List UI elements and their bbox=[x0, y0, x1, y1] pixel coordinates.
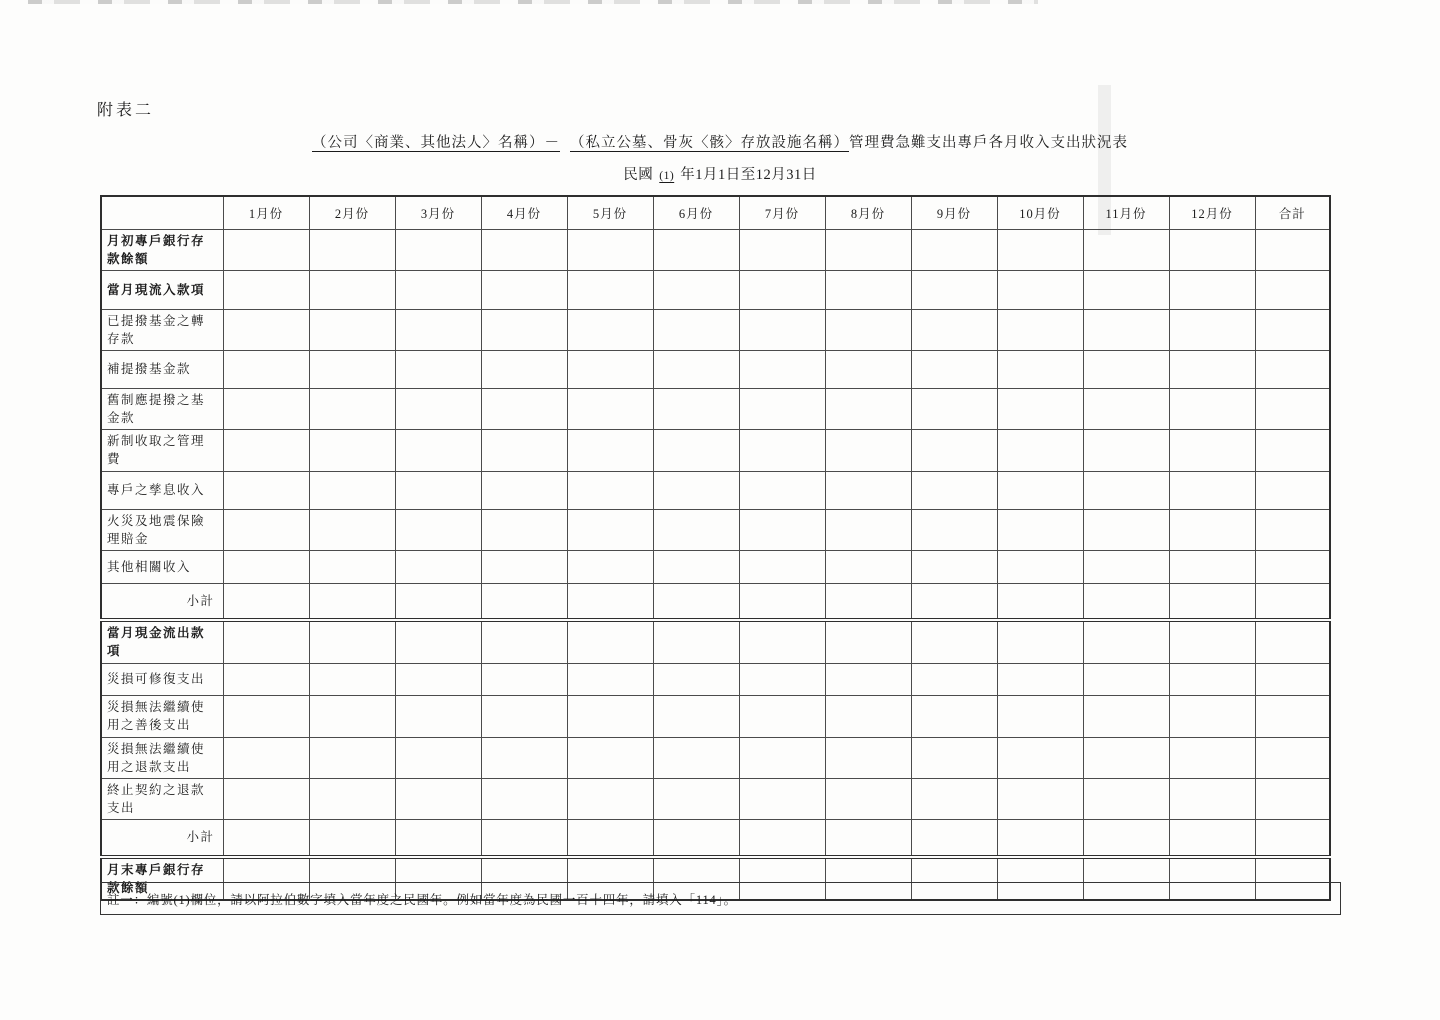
empty-value-cell bbox=[567, 270, 653, 309]
empty-value-cell bbox=[309, 778, 395, 819]
empty-value-cell bbox=[653, 620, 739, 663]
row-label: 舊制應提撥之基金款 bbox=[101, 389, 223, 430]
empty-value-cell bbox=[567, 620, 653, 663]
empty-value-cell bbox=[1255, 663, 1330, 695]
empty-value-cell bbox=[997, 471, 1083, 509]
empty-value-cell bbox=[1255, 389, 1330, 430]
empty-value-cell bbox=[1169, 430, 1255, 471]
empty-value-cell bbox=[1083, 229, 1169, 270]
empty-value-cell bbox=[395, 229, 481, 270]
empty-value-cell bbox=[481, 509, 567, 550]
table-row bbox=[101, 471, 1330, 509]
empty-value-cell bbox=[395, 351, 481, 389]
form-period-line bbox=[0, 163, 1440, 184]
empty-value-cell bbox=[739, 309, 825, 350]
empty-value-cell bbox=[825, 737, 911, 778]
empty-value-cell bbox=[739, 583, 825, 620]
empty-value-cell bbox=[1255, 309, 1330, 350]
empty-value-cell bbox=[739, 509, 825, 550]
row-label: 新制收取之管理費 bbox=[101, 430, 223, 471]
empty-value-cell bbox=[223, 620, 309, 663]
column-header: 合計 bbox=[1255, 196, 1330, 229]
empty-value-cell bbox=[395, 583, 481, 620]
empty-value-cell bbox=[223, 663, 309, 695]
empty-value-cell bbox=[911, 820, 997, 857]
form-title-company-blank: （公司〈商業、其他法人〉名稱）－ bbox=[312, 135, 560, 151]
empty-value-cell bbox=[395, 389, 481, 430]
empty-value-cell bbox=[825, 229, 911, 270]
column-header: 11月份 bbox=[1083, 196, 1169, 229]
empty-value-cell bbox=[395, 778, 481, 819]
column-header: 8月份 bbox=[825, 196, 911, 229]
empty-value-cell bbox=[1083, 695, 1169, 737]
empty-value-cell bbox=[653, 663, 739, 695]
empty-value-cell bbox=[567, 229, 653, 270]
table-row bbox=[101, 270, 1330, 309]
empty-value-cell bbox=[1083, 620, 1169, 663]
empty-value-cell bbox=[1255, 270, 1330, 309]
empty-value-cell bbox=[395, 737, 481, 778]
row-label: 其他相關收入 bbox=[101, 550, 223, 583]
table-row bbox=[101, 695, 1330, 737]
empty-value-cell bbox=[1169, 309, 1255, 350]
column-header: 5月份 bbox=[567, 196, 653, 229]
empty-value-cell bbox=[1169, 229, 1255, 270]
empty-value-cell bbox=[1083, 737, 1169, 778]
empty-value-cell bbox=[567, 389, 653, 430]
empty-value-cell bbox=[1169, 663, 1255, 695]
empty-value-cell bbox=[223, 778, 309, 819]
empty-value-cell bbox=[223, 389, 309, 430]
empty-value-cell bbox=[1169, 270, 1255, 309]
empty-value-cell bbox=[1255, 620, 1330, 663]
period-prefix: 民國 bbox=[623, 167, 654, 183]
empty-value-cell bbox=[825, 430, 911, 471]
empty-value-cell bbox=[653, 778, 739, 819]
empty-value-cell bbox=[567, 820, 653, 857]
empty-value-cell bbox=[1083, 663, 1169, 695]
column-header: 12月份 bbox=[1169, 196, 1255, 229]
empty-value-cell bbox=[395, 309, 481, 350]
empty-value-cell bbox=[309, 550, 395, 583]
column-header: 3月份 bbox=[395, 196, 481, 229]
table-row bbox=[101, 430, 1330, 471]
column-header: 1月份 bbox=[223, 196, 309, 229]
empty-value-cell bbox=[481, 663, 567, 695]
empty-value-cell bbox=[395, 550, 481, 583]
empty-value-cell bbox=[1255, 229, 1330, 270]
empty-value-cell bbox=[1255, 351, 1330, 389]
empty-value-cell bbox=[309, 229, 395, 270]
table-row bbox=[101, 663, 1330, 695]
empty-value-cell bbox=[309, 695, 395, 737]
empty-value-cell bbox=[481, 229, 567, 270]
empty-value-cell bbox=[1255, 550, 1330, 583]
empty-value-cell bbox=[825, 620, 911, 663]
row-label: 火災及地震保險理賠金 bbox=[101, 509, 223, 550]
empty-value-cell bbox=[1255, 737, 1330, 778]
empty-value-cell bbox=[739, 620, 825, 663]
empty-value-cell bbox=[1083, 778, 1169, 819]
row-label: 災損無法繼續使用之善後支出 bbox=[101, 695, 223, 737]
empty-value-cell bbox=[481, 550, 567, 583]
empty-value-cell bbox=[911, 620, 997, 663]
empty-value-cell bbox=[653, 509, 739, 550]
empty-value-cell bbox=[1255, 583, 1330, 620]
table-row bbox=[101, 229, 1330, 270]
empty-value-cell bbox=[911, 471, 997, 509]
empty-value-cell bbox=[911, 270, 997, 309]
empty-value-cell bbox=[739, 820, 825, 857]
empty-value-cell bbox=[481, 583, 567, 620]
empty-value-cell bbox=[481, 351, 567, 389]
empty-value-cell bbox=[1169, 778, 1255, 819]
empty-value-cell bbox=[997, 778, 1083, 819]
empty-value-cell bbox=[911, 309, 997, 350]
empty-value-cell bbox=[309, 509, 395, 550]
empty-value-cell bbox=[653, 695, 739, 737]
empty-value-cell bbox=[567, 430, 653, 471]
column-header: 2月份 bbox=[309, 196, 395, 229]
empty-value-cell bbox=[825, 778, 911, 819]
empty-value-cell bbox=[825, 351, 911, 389]
empty-value-cell bbox=[997, 695, 1083, 737]
empty-value-cell bbox=[997, 509, 1083, 550]
table-row bbox=[101, 550, 1330, 583]
footnote-box bbox=[100, 882, 1341, 915]
empty-value-cell bbox=[825, 695, 911, 737]
footnote-text: 註一：編號(1)欄位，請以阿拉伯數字填入當年度之民國年。例如當年度為民國一百十四年，請填入「114」。 bbox=[107, 892, 737, 907]
table-header-row bbox=[101, 196, 1330, 229]
empty-value-cell bbox=[825, 509, 911, 550]
empty-value-cell bbox=[911, 509, 997, 550]
empty-value-cell bbox=[481, 270, 567, 309]
empty-value-cell bbox=[1169, 471, 1255, 509]
empty-value-cell bbox=[395, 471, 481, 509]
row-label: 終止契約之退款支出 bbox=[101, 778, 223, 819]
empty-value-cell bbox=[223, 583, 309, 620]
empty-value-cell bbox=[997, 820, 1083, 857]
empty-value-cell bbox=[739, 229, 825, 270]
empty-value-cell bbox=[309, 620, 395, 663]
empty-value-cell bbox=[1169, 550, 1255, 583]
empty-value-cell bbox=[567, 663, 653, 695]
row-label-subtotal: 小計 bbox=[101, 820, 223, 857]
empty-value-cell bbox=[825, 471, 911, 509]
empty-value-cell bbox=[739, 471, 825, 509]
row-label-subtotal: 小計 bbox=[101, 583, 223, 620]
period-year-blank: (1) bbox=[659, 170, 675, 182]
row-label: 災損無法繼續使用之退款支出 bbox=[101, 737, 223, 778]
empty-value-cell bbox=[309, 820, 395, 857]
empty-value-cell bbox=[481, 389, 567, 430]
empty-value-cell bbox=[653, 820, 739, 857]
empty-value-cell bbox=[567, 695, 653, 737]
empty-value-cell bbox=[653, 737, 739, 778]
empty-value-cell bbox=[1083, 309, 1169, 350]
empty-value-cell bbox=[739, 737, 825, 778]
empty-value-cell bbox=[739, 389, 825, 430]
empty-value-cell bbox=[997, 389, 1083, 430]
empty-value-cell bbox=[1169, 583, 1255, 620]
empty-value-cell bbox=[653, 270, 739, 309]
empty-value-cell bbox=[997, 550, 1083, 583]
empty-value-cell bbox=[997, 430, 1083, 471]
empty-value-cell bbox=[309, 270, 395, 309]
empty-value-cell bbox=[309, 430, 395, 471]
empty-value-cell bbox=[1169, 620, 1255, 663]
empty-value-cell bbox=[1169, 820, 1255, 857]
empty-value-cell bbox=[739, 270, 825, 309]
table-row bbox=[101, 620, 1330, 663]
empty-value-cell bbox=[825, 270, 911, 309]
empty-value-cell bbox=[223, 351, 309, 389]
empty-value-cell bbox=[1083, 389, 1169, 430]
empty-value-cell bbox=[223, 509, 309, 550]
empty-value-cell bbox=[567, 583, 653, 620]
empty-value-cell bbox=[223, 471, 309, 509]
row-label: 月初專戶銀行存款餘額 bbox=[101, 229, 223, 270]
empty-value-cell bbox=[911, 695, 997, 737]
empty-value-cell bbox=[1083, 351, 1169, 389]
empty-value-cell bbox=[653, 550, 739, 583]
empty-value-cell bbox=[825, 820, 911, 857]
empty-value-cell bbox=[997, 351, 1083, 389]
row-label: 月末專戶銀行存款餘額 bbox=[101, 857, 223, 900]
empty-value-cell bbox=[825, 663, 911, 695]
empty-value-cell bbox=[653, 351, 739, 389]
empty-value-cell bbox=[567, 737, 653, 778]
empty-value-cell bbox=[1255, 778, 1330, 819]
empty-value-cell bbox=[567, 471, 653, 509]
empty-value-cell bbox=[567, 309, 653, 350]
empty-value-cell bbox=[1083, 471, 1169, 509]
empty-value-cell bbox=[1083, 270, 1169, 309]
empty-value-cell bbox=[911, 778, 997, 819]
empty-value-cell bbox=[653, 430, 739, 471]
empty-value-cell bbox=[653, 471, 739, 509]
empty-value-cell bbox=[395, 430, 481, 471]
column-header: 10月份 bbox=[997, 196, 1083, 229]
table-row bbox=[101, 820, 1330, 857]
row-label: 當月現流入款項 bbox=[101, 270, 223, 309]
period-suffix: 年1月1日至12月31日 bbox=[680, 167, 817, 183]
empty-value-cell bbox=[1255, 471, 1330, 509]
empty-value-cell bbox=[395, 509, 481, 550]
row-label: 已提撥基金之轉存款 bbox=[101, 309, 223, 350]
empty-value-cell bbox=[567, 509, 653, 550]
empty-value-cell bbox=[739, 351, 825, 389]
empty-value-cell bbox=[825, 309, 911, 350]
empty-value-cell bbox=[309, 389, 395, 430]
empty-value-cell bbox=[911, 351, 997, 389]
empty-value-cell bbox=[309, 351, 395, 389]
table-row bbox=[101, 778, 1330, 819]
empty-value-cell bbox=[481, 695, 567, 737]
empty-value-cell bbox=[1169, 389, 1255, 430]
empty-value-cell bbox=[653, 309, 739, 350]
empty-value-cell bbox=[223, 550, 309, 583]
empty-value-cell bbox=[567, 778, 653, 819]
empty-value-cell bbox=[1255, 430, 1330, 471]
form-title-facility-blank: （私立公墓、骨灰〈骸〉存放設施名稱） bbox=[570, 135, 849, 151]
empty-value-cell bbox=[997, 583, 1083, 620]
empty-value-cell bbox=[739, 550, 825, 583]
empty-value-cell bbox=[911, 663, 997, 695]
empty-value-cell bbox=[825, 389, 911, 430]
empty-value-cell bbox=[911, 229, 997, 270]
empty-value-cell bbox=[1255, 820, 1330, 857]
empty-value-cell bbox=[653, 389, 739, 430]
empty-value-cell bbox=[395, 820, 481, 857]
header-corner-cell bbox=[101, 196, 223, 229]
empty-value-cell bbox=[309, 309, 395, 350]
monthly-status-table bbox=[100, 195, 1331, 901]
scan-artifact-top bbox=[28, 0, 1038, 4]
table-row bbox=[101, 737, 1330, 778]
empty-value-cell bbox=[223, 695, 309, 737]
empty-value-cell bbox=[739, 778, 825, 819]
empty-value-cell bbox=[1169, 737, 1255, 778]
empty-value-cell bbox=[825, 583, 911, 620]
column-header: 7月份 bbox=[739, 196, 825, 229]
empty-value-cell bbox=[481, 820, 567, 857]
empty-value-cell bbox=[739, 663, 825, 695]
empty-value-cell bbox=[1083, 430, 1169, 471]
empty-value-cell bbox=[223, 737, 309, 778]
empty-value-cell bbox=[223, 229, 309, 270]
empty-value-cell bbox=[481, 309, 567, 350]
empty-value-cell bbox=[223, 270, 309, 309]
empty-value-cell bbox=[309, 663, 395, 695]
empty-value-cell bbox=[223, 820, 309, 857]
table-row bbox=[101, 351, 1330, 389]
empty-value-cell bbox=[223, 309, 309, 350]
table-row bbox=[101, 509, 1330, 550]
table-row bbox=[101, 583, 1330, 620]
empty-value-cell bbox=[481, 737, 567, 778]
empty-value-cell bbox=[481, 430, 567, 471]
empty-value-cell bbox=[567, 351, 653, 389]
empty-value-cell bbox=[997, 737, 1083, 778]
row-label: 災損可修復支出 bbox=[101, 663, 223, 695]
empty-value-cell bbox=[1083, 550, 1169, 583]
empty-value-cell bbox=[1255, 509, 1330, 550]
empty-value-cell bbox=[1083, 820, 1169, 857]
empty-value-cell bbox=[309, 737, 395, 778]
empty-value-cell bbox=[911, 550, 997, 583]
empty-value-cell bbox=[653, 229, 739, 270]
empty-value-cell bbox=[1255, 695, 1330, 737]
empty-value-cell bbox=[1083, 509, 1169, 550]
empty-value-cell bbox=[309, 583, 395, 620]
empty-value-cell bbox=[1169, 509, 1255, 550]
empty-value-cell bbox=[997, 229, 1083, 270]
column-header: 4月份 bbox=[481, 196, 567, 229]
empty-value-cell bbox=[997, 309, 1083, 350]
empty-value-cell bbox=[567, 550, 653, 583]
empty-value-cell bbox=[481, 778, 567, 819]
column-header: 9月份 bbox=[911, 196, 997, 229]
appendix-label: 附表二 bbox=[97, 102, 155, 119]
empty-value-cell bbox=[911, 430, 997, 471]
empty-value-cell bbox=[481, 471, 567, 509]
empty-value-cell bbox=[653, 583, 739, 620]
empty-value-cell bbox=[395, 695, 481, 737]
empty-value-cell bbox=[223, 430, 309, 471]
empty-value-cell bbox=[739, 695, 825, 737]
table-row bbox=[101, 389, 1330, 430]
table-row bbox=[101, 309, 1330, 350]
empty-value-cell bbox=[739, 430, 825, 471]
row-label: 專戶之孳息收入 bbox=[101, 471, 223, 509]
empty-value-cell bbox=[481, 620, 567, 663]
empty-value-cell bbox=[1083, 583, 1169, 620]
empty-value-cell bbox=[997, 663, 1083, 695]
form-title-main: 管理費急難支出專戶各月收入支出狀況表 bbox=[849, 135, 1128, 151]
row-label: 補提撥基金款 bbox=[101, 351, 223, 389]
empty-value-cell bbox=[997, 270, 1083, 309]
empty-value-cell bbox=[911, 389, 997, 430]
form-title bbox=[0, 131, 1440, 152]
empty-value-cell bbox=[997, 620, 1083, 663]
column-header: 6月份 bbox=[653, 196, 739, 229]
empty-value-cell bbox=[1169, 695, 1255, 737]
empty-value-cell bbox=[395, 663, 481, 695]
empty-value-cell bbox=[911, 737, 997, 778]
empty-value-cell bbox=[309, 471, 395, 509]
empty-value-cell bbox=[395, 270, 481, 309]
empty-value-cell bbox=[911, 583, 997, 620]
empty-value-cell bbox=[395, 620, 481, 663]
empty-value-cell bbox=[825, 550, 911, 583]
empty-value-cell bbox=[1169, 351, 1255, 389]
row-label: 當月現金流出款項 bbox=[101, 620, 223, 663]
